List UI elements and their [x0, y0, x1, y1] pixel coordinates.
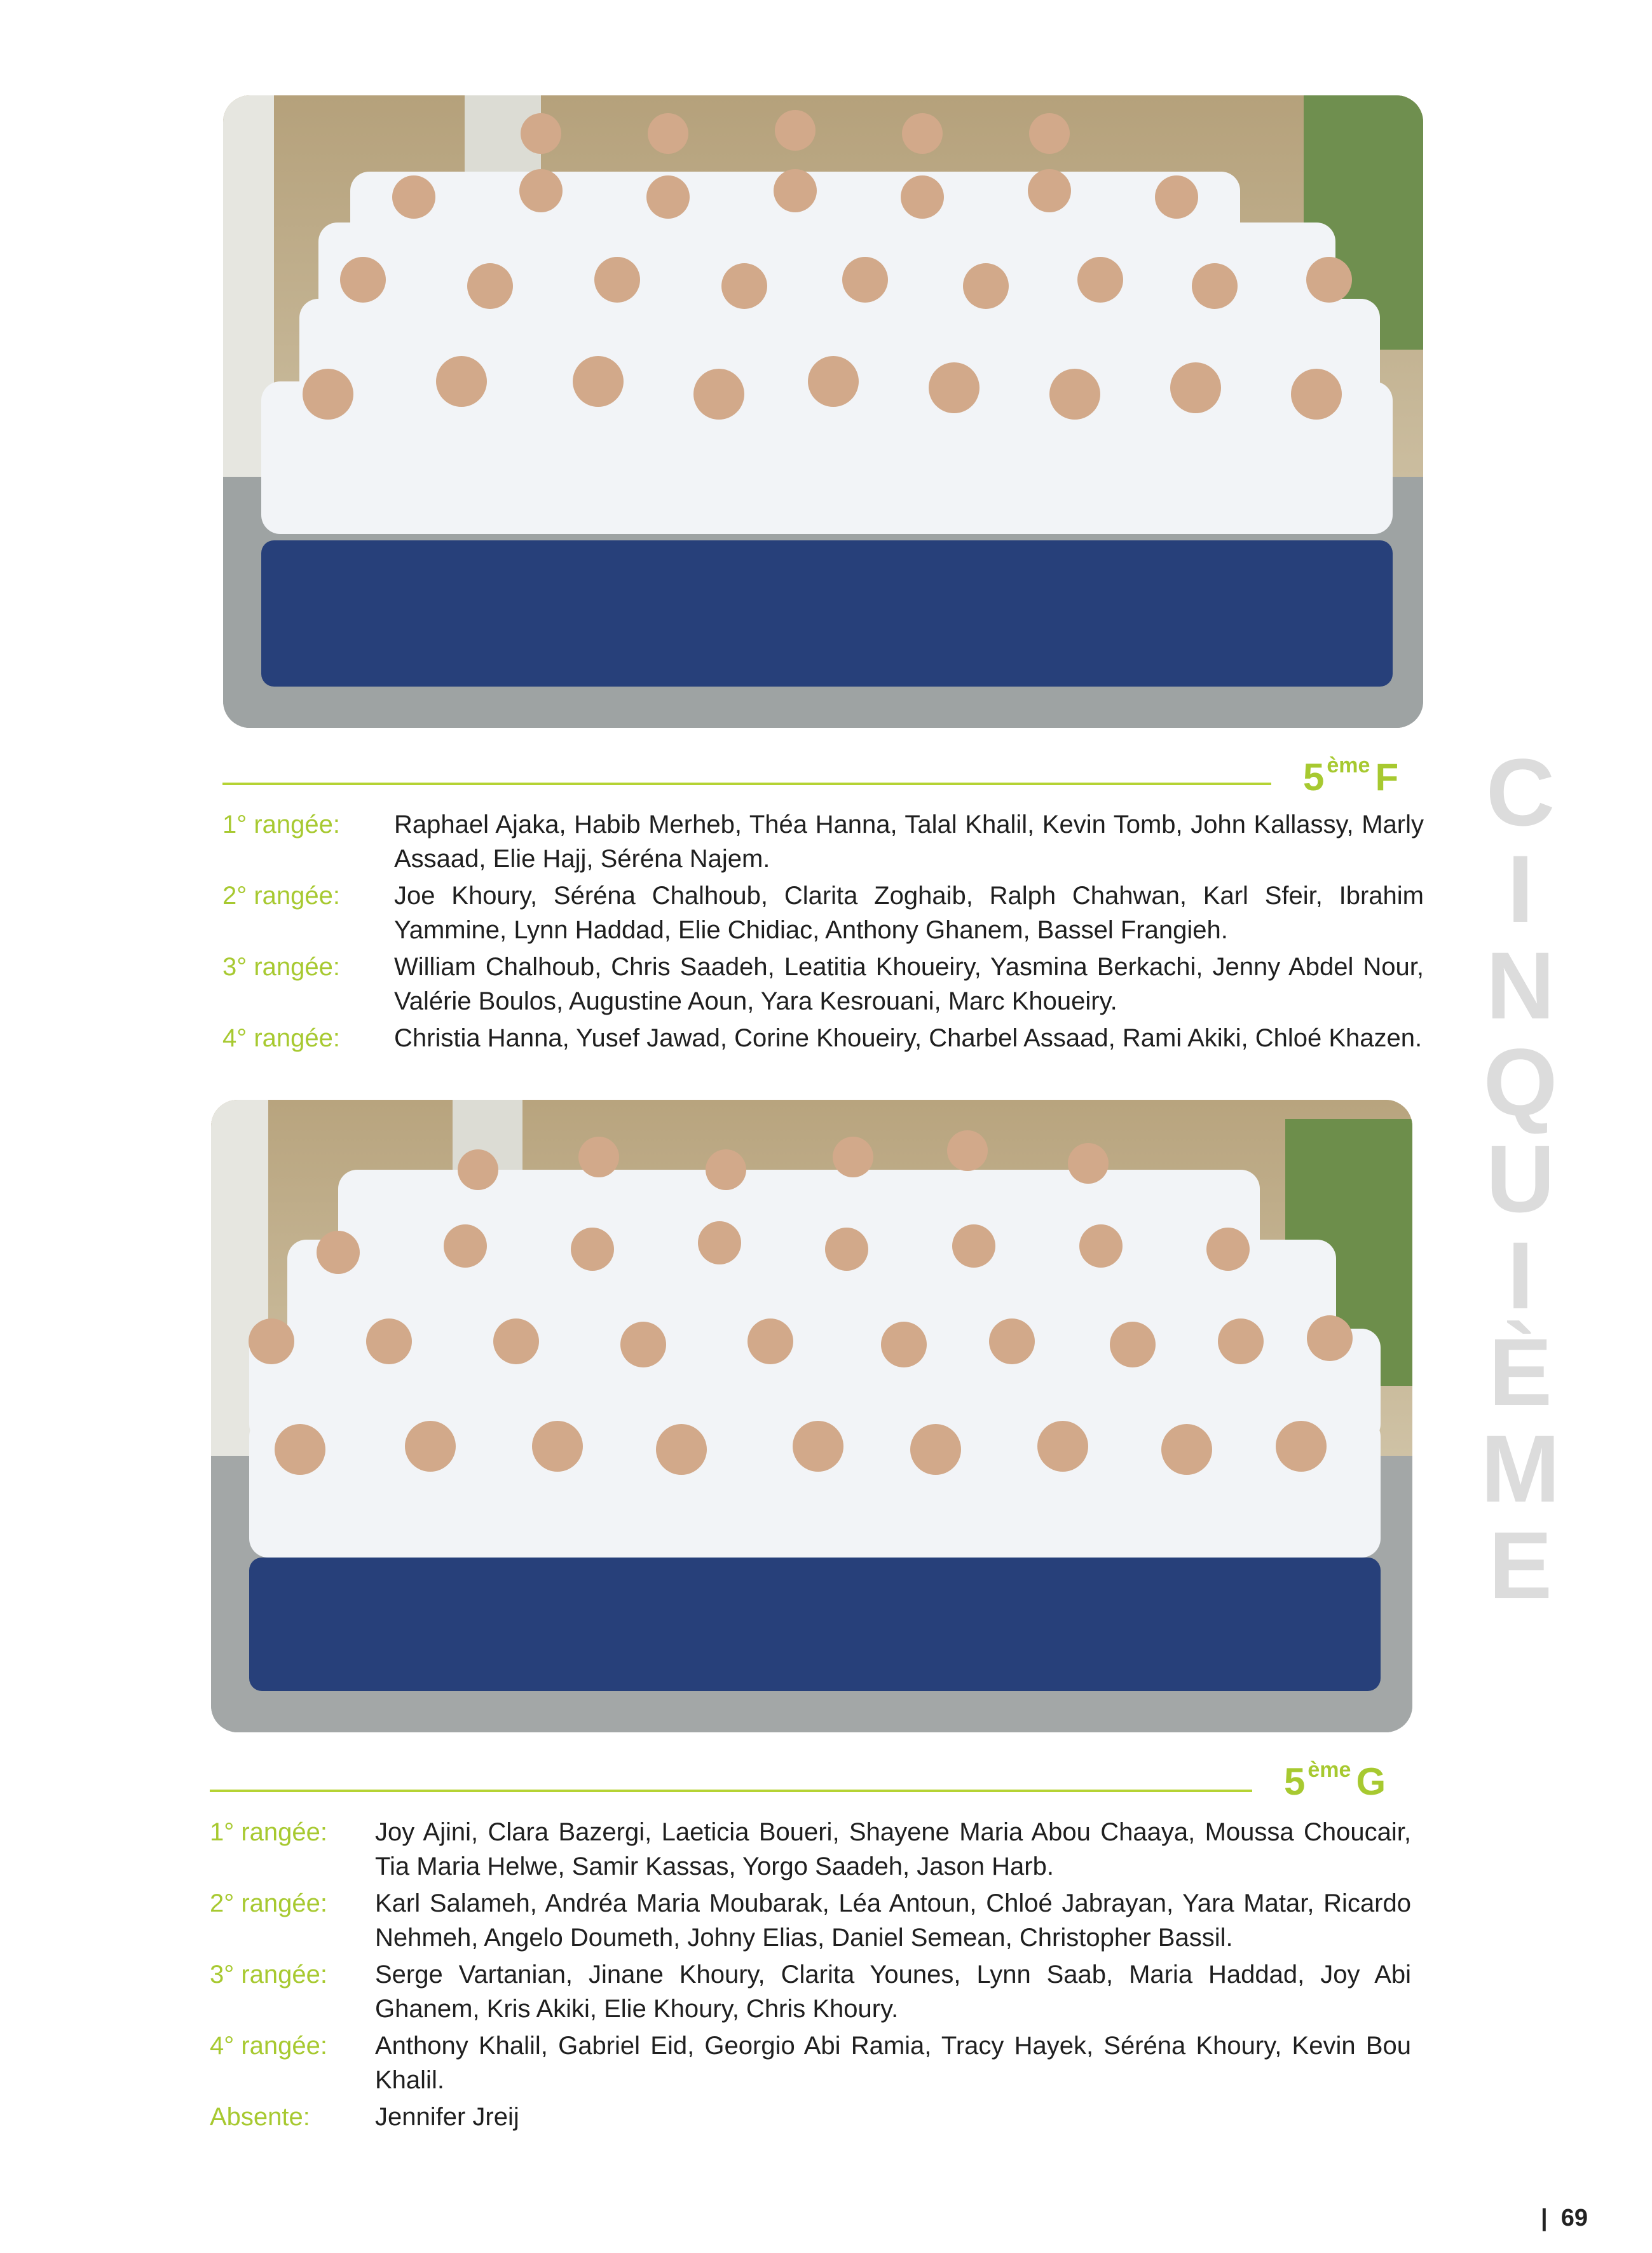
row-names: Joe Khoury, Séréna Chalhoub, Clarita Zoghaib, Ralph Chahwan, Karl Sfeir, Ibrahim Yammine, Lynn Haddad, Elie Chidiac, Anthony Ghanem, Bassel Frangieh.	[394, 882, 1424, 944]
class-photo-5g	[211, 1100, 1412, 1732]
row-label: 1° rangée:	[222, 811, 341, 839]
section-rule-5f	[222, 783, 1271, 785]
side-title-cinquieme	[1476, 739, 1565, 1619]
row-label: 3° rangée:	[222, 953, 341, 981]
row-label: 3° rangée:	[210, 1961, 328, 1989]
row-label: Absente:	[210, 2103, 310, 2131]
row-names: Serge Vartanian, Jinane Khoury, Clarita Younes, Lynn Saab, Maria Haddad, Joy Abi Ghanem, Kris Akiki, Elie Khoury, Chris Khoury.	[375, 1961, 1411, 2023]
row-label: 4° rangée:	[210, 2032, 328, 2060]
roster-row	[222, 1021, 1424, 1055]
row-names: Karl Salameh, Andréa Maria Moubarak, Léa Antoun, Chloé Jabrayan, Yara Matar, Ricardo Nehmeh, Angelo Doumeth, Johny Elias, Daniel Semean, Christopher Bassil.	[375, 1889, 1411, 1952]
roster-row	[210, 2029, 1411, 2097]
side-title-letter: E	[1488, 1512, 1553, 1619]
side-title-letter: M	[1480, 1415, 1560, 1522]
row-names: Raphael Ajaka, Habib Merheb, Théa Hanna, Talal Khalil, Kevin Tomb, John Kallassy, Marly Assaad, Elie Hajj, Séréna Najem.	[394, 811, 1424, 873]
side-title-letter: I	[1507, 835, 1534, 942]
row-names: Christia Hanna, Yusef Jawad, Corine Khoueiry, Charbel Assaad, Rami Akiki, Chloé Khazen.	[394, 1024, 1423, 1052]
roster-row	[210, 1957, 1411, 2026]
page-number	[1541, 2205, 1588, 2232]
row-names: William Chalhoub, Chris Saadeh, Leatitia Khoueiry, Yasmina Berkachi, Jenny Abdel Nour, Valérie Boulos, Augustine Aoun, Yara Kesrouani, Marc Khoueiry.	[394, 953, 1424, 1015]
class-title-5f: 5 $^{ème}$ F	[1303, 753, 1399, 798]
side-title-letter: Q	[1483, 1029, 1558, 1135]
side-title-letter: U	[1485, 1125, 1555, 1232]
side-title-letter: N	[1485, 932, 1555, 1039]
class-title-5g: 5 $^{ème}$ G	[1284, 1758, 1386, 1803]
roster-row	[210, 2100, 1411, 2134]
row-names: Jennifer Jreij	[375, 2103, 519, 2131]
roster-row	[222, 879, 1424, 947]
roster-5g	[210, 1815, 1411, 2137]
class-photo-5f	[223, 95, 1423, 728]
row-label: 2° rangée:	[222, 882, 341, 910]
page-marker: |	[1541, 2205, 1548, 2231]
side-title-letter: È	[1488, 1318, 1553, 1425]
row-label: 2° rangée:	[210, 1889, 328, 1917]
roster-row	[222, 950, 1424, 1018]
row-names: Anthony Khalil, Gabriel Eid, Georgio Abi Ramia, Tracy Hayek, Séréna Khoury, Kevin Bou Khalil.	[375, 2032, 1411, 2094]
roster-row	[210, 1886, 1411, 1955]
row-label: 4° rangée:	[222, 1024, 341, 1052]
page-number-value: 69	[1560, 2205, 1588, 2231]
roster-row	[210, 1815, 1411, 1884]
section-rule-5g	[210, 1790, 1252, 1792]
roster-5f	[222, 807, 1424, 1058]
row-names: Joy Ajini, Clara Bazergi, Laeticia Boueri, Shayene Maria Abou Chaaya, Moussa Choucair, Tia Maria Helwe, Samir Kassas, Yorgo Saadeh, Jason Harb.	[375, 1818, 1411, 1880]
side-title-letter: I	[1507, 1222, 1534, 1329]
roster-row	[222, 807, 1424, 876]
row-label: 1° rangée:	[210, 1818, 328, 1846]
side-title-letter: C	[1485, 739, 1555, 846]
